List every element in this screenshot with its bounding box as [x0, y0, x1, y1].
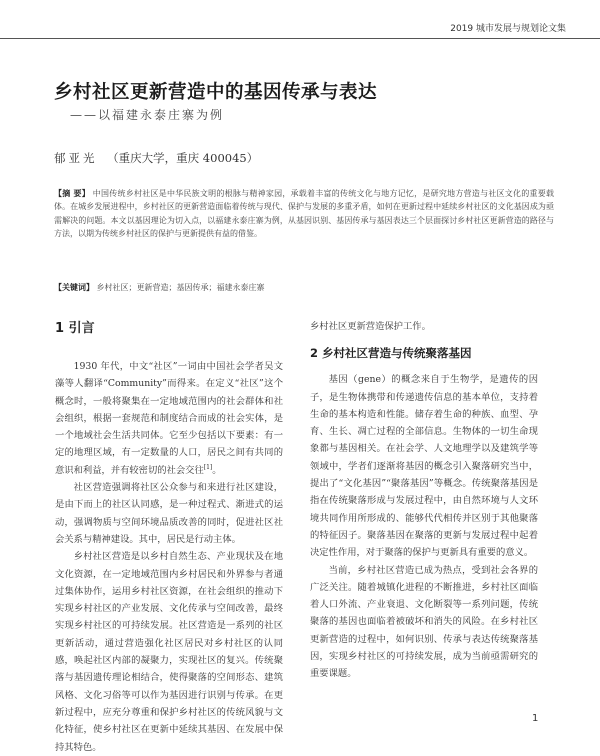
section-heading-2: 2 乡村社区营造与传统聚落基因: [310, 346, 472, 361]
keywords: [54, 281, 554, 294]
keywords-text: 乡村社区；更新营造；基因传承；福建永泰庄寨: [96, 283, 265, 292]
keywords-label: 【关键词】: [54, 283, 94, 292]
author-line: [54, 150, 258, 166]
section-heading-intro: 1 引言: [55, 321, 95, 336]
body-paragraph: 1930 年代，中文“社区”一词由中国社会学者吴文藻等人翻译“Community”而得来。在定义“社区”这个概念时，一般将聚集在一定地域范围内的社会群体和社会组织，根据一套规范和制度结合而成的社会实体，是一个地域社会生活共同体。它至少包括以下要素：有一定的地理区域，有一定数量的人口，居民之间有共同的意识和利益，并有较密切的社会交往[1]。: [55, 361, 283, 476]
page-number: 1: [532, 713, 539, 724]
abstract: [54, 187, 554, 240]
article-title: 乡村社区更新营造中的基因传承与表达: [54, 82, 378, 103]
author-name: 郁亚光: [54, 151, 98, 165]
author-affiliation: （重庆大学，重庆 400045）: [107, 151, 259, 165]
abstract-label: 【摘 要】: [54, 189, 90, 198]
body-paragraph: 基因（gene）的概念来自于生物学，是遗传的因子，是生物体携带和传递遗传信息的基本单位，支持着生命的基本构造和性能。储存着生命的种族、血型、孕育、生长、凋亡过程的全部信息。生物体的一切生命现象都与基因相关。在社会学、人文地理学以及建筑学等领域中，学者们逐渐将基因的概念引入聚落研究当中，提出了“文化基因”“聚落基因”等概念。传统聚落基因是指在传统聚落形成与发展过程中，由自然环境与人文环境共同作用所形成的、能够代代相传并区别于其他聚落的特征因子。聚落基因在聚落的更新与发展过程中起着决定性作用，对于聚落的保护与更新具有重要的意义。: [310, 374, 538, 559]
abstract-text: 中国传统乡村社区是中华民族文明的根脉与精神家园，承载着丰富的传统文化与地方记忆，是研究地方营造与社区文化的重要载体。在城乡发展进程中，乡村社区的更新营造面临着传统与现代、保护与发展的多重矛盾，如何在更新过程中延续乡村社区的文化基因成为亟需解决的问题。本文以基因理论为切入点，以福建永泰庄寨为例，从基因识别、基因传承与基因表达三个层面探讨乡村社区更新营造的路径与方法，以期为传统乡村社区的保护与更新提供有益的借鉴。: [54, 189, 555, 238]
body-paragraph: 社区营造强调将社区公众参与和来进行社区建设，是由下而上的社区认同感，是一种过程式、渐进式的运动，强调物质与空间环境品质改善的同时，促进社区社会关系与精神建设。其中，居民是行动主体。: [55, 482, 283, 545]
body-paragraph: 乡村社区营造是以乡村自然生态、产业现状及在地文化资源，在一定地域范围内乡村居民和外界参与者通过集体协作，运用乡村社区资源，在社会组织的推动下实现乡村社区的产业发展、文化传承与空间改善，最终实现乡村社区的可持续发展。社区营造是一系列的社区更新活动，通过营造强化社区居民对乡村社区的认同感，唤起社区内部的凝聚力，实现社区的复兴。传统聚落与基因遗传理论相结合，使得聚落的空间形态、建筑风格、文化习俗等可以作为基因进行识别与传承。在更新过程中，应充分尊重和保护乡村社区的传统风貌与文化特征，使乡村社区在更新中延续其基因、在发展中保持其特色。: [55, 551, 283, 753]
journal-name: 2019 城市发展与规划论文集: [450, 24, 566, 34]
right-column: [310, 318, 538, 683]
article-subtitle: ——以福建永泰庄寨为例: [70, 108, 225, 122]
body-paragraph: 当前，乡村社区营造已成为热点，受到社会各界的广泛关注。随着城镇化进程的不断推进，乡村社区面临着人口外流、产业衰退、文化断裂等一系列问题，传统聚落的基因也面临着被破坏和消失的风险。在乡村社区更新营造的过程中，如何识别、传承与表达传统聚落基因，实现乡村社区的可持续发展，成为当前亟需研究的重要课题。: [310, 564, 538, 680]
body-paragraph-continued: 乡村社区更新营造保护工作。: [310, 321, 431, 332]
left-column: [55, 318, 283, 756]
running-header: [0, 14, 600, 39]
